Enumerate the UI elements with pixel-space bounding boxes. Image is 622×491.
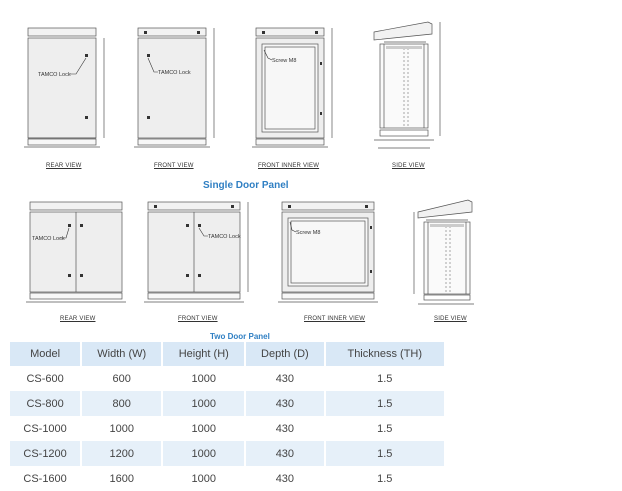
caption-two-door-side-view: SIDE VIEW	[434, 316, 467, 322]
two-door-rear-view-drawing	[24, 196, 128, 310]
caption-two-door-front-view: FRONT VIEW	[178, 316, 218, 322]
cell-width: 1000	[81, 416, 162, 441]
cell-depth: 430	[245, 391, 324, 416]
table-header-row	[10, 342, 445, 366]
cell-height: 1000	[162, 391, 245, 416]
cell-depth: 430	[245, 366, 324, 391]
cell-thickness: 1.5	[325, 391, 446, 416]
cell-model: CS-600	[10, 366, 81, 391]
cell-width: 1600	[81, 466, 162, 491]
cell-width: 1200	[81, 441, 162, 466]
cell-model: CS-1600	[10, 466, 81, 491]
cell-model: CS-1000	[10, 416, 81, 441]
cell-height: 1000	[162, 366, 245, 391]
caption-two-door-front-inner-view: FRONT INNER VIEW	[304, 316, 366, 322]
specifications-table	[10, 342, 446, 491]
caption-two-door-rear-view: REAR VIEW	[60, 316, 96, 322]
caption-single-front-inner-view: FRONT INNER VIEW	[258, 163, 320, 169]
cell-model: CS-800	[10, 391, 81, 416]
lock-label-two-rear: TAMCO Lock	[32, 236, 65, 242]
cell-thickness: 1.5	[325, 416, 446, 441]
table-row	[10, 366, 445, 391]
two-door-panel-title: Two Door Panel	[210, 332, 270, 341]
single-door-panel-title: Single Door Panel	[203, 180, 289, 191]
lock-label-two-front: TAMCO Lock	[208, 234, 241, 240]
cell-height: 1000	[162, 416, 245, 441]
lock-label-single-front: TAMCO Lock	[158, 70, 191, 76]
header-height: Height (H)	[162, 342, 245, 366]
screw-label-single: Screw M8	[272, 58, 297, 64]
two-door-side-view-drawing	[410, 196, 476, 310]
cell-depth: 430	[245, 441, 324, 466]
header-thickness: Thickness (TH)	[325, 342, 446, 366]
cell-width: 800	[81, 391, 162, 416]
single-side-view-drawing	[360, 18, 450, 152]
caption-single-side-view: SIDE VIEW	[392, 163, 425, 169]
two-door-front-view-drawing	[140, 196, 252, 310]
cell-depth: 430	[245, 466, 324, 491]
header-model: Model	[10, 342, 81, 366]
cell-height: 1000	[162, 466, 245, 491]
table-row	[10, 416, 445, 441]
table-row	[10, 391, 445, 416]
header-width: Width (W)	[81, 342, 162, 366]
screw-label-two: Screw M8	[296, 230, 321, 236]
cell-thickness: 1.5	[325, 466, 446, 491]
caption-single-front-view: FRONT VIEW	[154, 163, 194, 169]
table-row	[10, 441, 445, 466]
lock-label-single-rear: TAMCO Lock	[38, 72, 71, 78]
cell-model: CS-1200	[10, 441, 81, 466]
single-rear-view-drawing	[18, 22, 108, 152]
header-depth: Depth (D)	[245, 342, 324, 366]
cell-thickness: 1.5	[325, 441, 446, 466]
two-door-front-inner-view-drawing	[276, 196, 384, 310]
cell-depth: 430	[245, 416, 324, 441]
single-front-inner-view-drawing	[246, 22, 336, 152]
caption-single-rear-view: REAR VIEW	[46, 163, 82, 169]
cell-height: 1000	[162, 441, 245, 466]
table-row	[10, 466, 445, 491]
cell-width: 600	[81, 366, 162, 391]
cell-thickness: 1.5	[325, 366, 446, 391]
single-front-view-drawing	[128, 22, 218, 152]
